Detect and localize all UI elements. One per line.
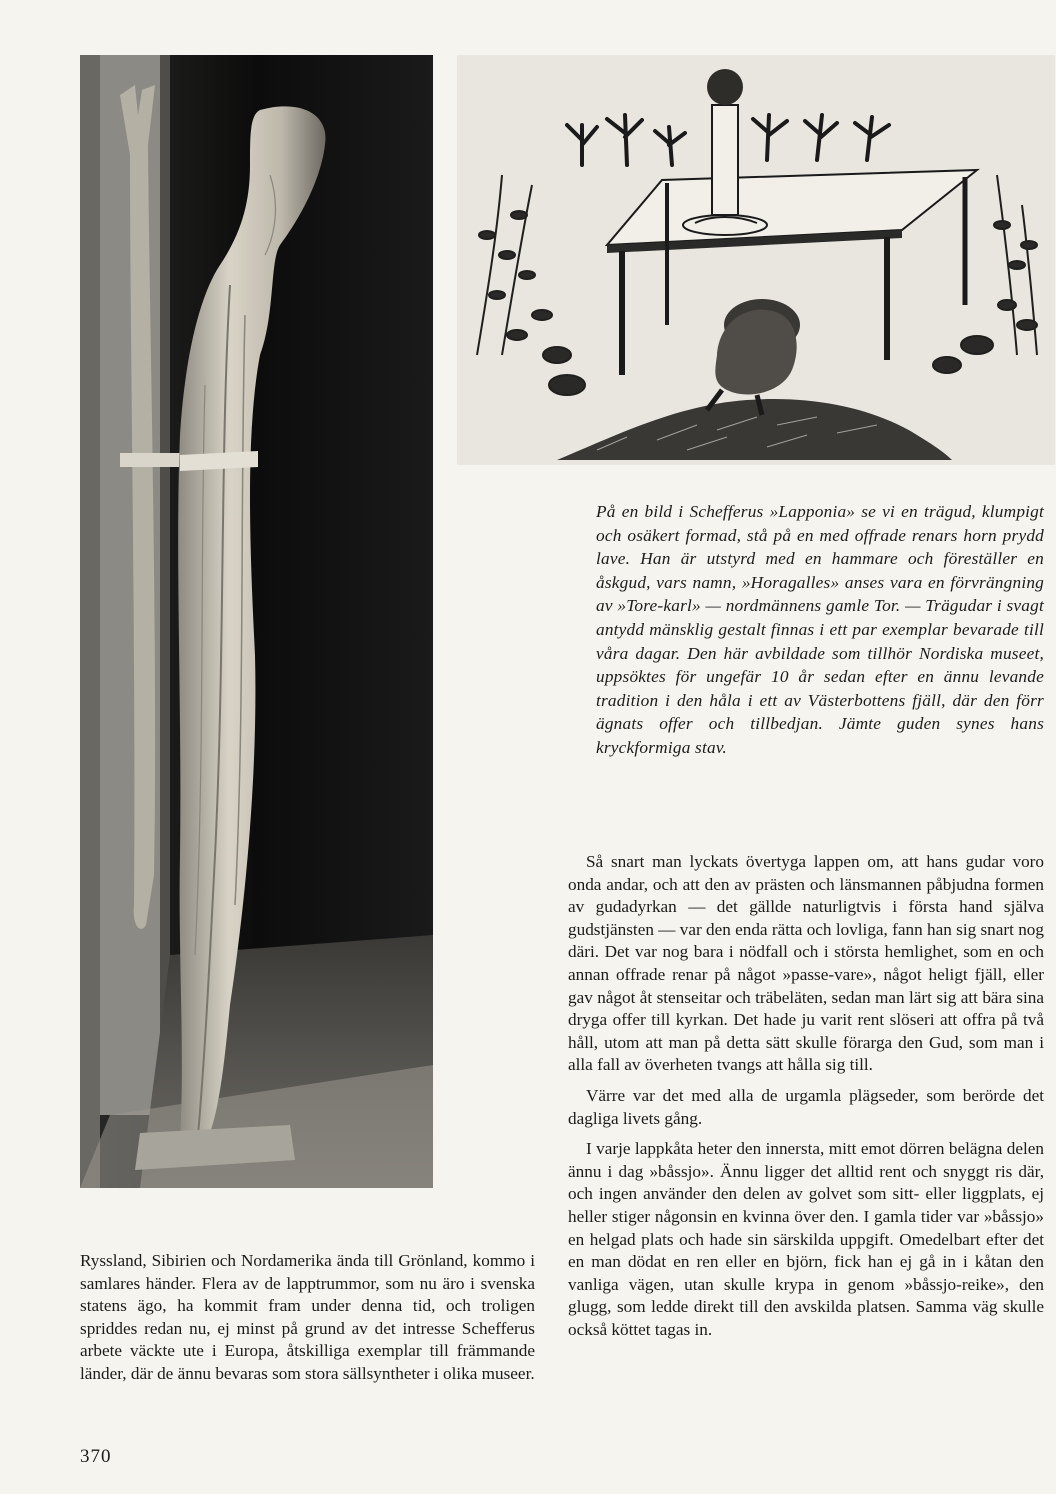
page-number: 370 bbox=[80, 1446, 112, 1467]
paragraph: I varje lappkåta heter den innersta, mitt emot dörren belägna delen ännu i dag »båssjo». Ännu ligger det alltid rent och snyggt ris där, och ingen använder den delen av golvet som sitt- eller liggplats, ej heller stiger någonsin en kvinna över den. I gamla tider var »båssjo» en helgad plats och hade sin särskilda uppgift. Omedelbart efter det en man dödat en ren eller en björn, fick han ej gå in i kåtan den vanliga vägen, utan skulle krypa in genom »båssjo-reike», den glugg, som ledde direkt till den avskilda platsen. Samma väg skulle också köttet tagas in. bbox=[568, 1139, 1044, 1339]
woodcut-offering-table bbox=[457, 55, 1055, 465]
wooden-idol-illustration bbox=[80, 55, 433, 1188]
body-text-left-column bbox=[80, 1250, 535, 1386]
paragraph: Så snart man lyckats övertyga lappen om, att hans gudar voro onda andar, och att den av prästen och länsmannen påbjudna formen av gudadyrkan — det gällde naturligtvis i första hand själva gudstjänsten — var den enda rätta och lovliga, fann han sig snart nog däri. Det var nog bara i nödfall och i största hemlighet, som en och annan offrade renar på något »passe-vare», något heligt fjäll, eller gav något åt stenseitar och träbeläten, sedan man lärt sig att bära sina dryga offer till kyrkan. Det hade ju varit rent slöseri att offra på två håll, utom att man på detta sätt skulle förarga den Gud, som man i alla fall av överheten tvangs att hålla sig till. bbox=[568, 852, 1044, 1075]
wooden-idol-photo bbox=[80, 55, 433, 1188]
caption-text: På en bild i Schefferus »Lapponia» se vi en trägud, klumpigt och osäkert formad, stå på en med offrade renars horn prydd lave. Han är utstyrd med en hammare och föreställer en åskgud, vars namn, »Horagalles» anses vara en förvrängning av »Tore-karl» — nordmännens gamle Tor. — Trägudar i svagt antydd mänsklig gestalt finnas i ett par exemplar bevarade till våra dagar. Den här avbildade som tillhör Nordiska museet, uppsöktes för ungefär 10 år sedan efter en ännu levande tradition i den håla i ett av Västerbottens fjäll, där den förr ägnats offer och tillbedjan. Jämte guden synes hans kryckformiga stav. bbox=[596, 502, 1044, 757]
woodcut-illustration bbox=[457, 55, 1055, 465]
paragraph: Värre var det med alla de urgamla plägseder, som berörde det dagliga livets gång. bbox=[568, 1085, 1044, 1128]
figure-caption bbox=[596, 500, 1044, 760]
body-text-right-column bbox=[568, 851, 1044, 1349]
paragraph: Ryssland, Sibirien och Nordamerika ända till Grönland, kommo i samlares händer. Flera av de lapptrummor, som nu äro i svenska statens ägo, ha kommit fram under denna tid, och troligen spriddes redan nu, ej minst på grund av det intresse Schefferus arbete väckte ute i Europa, åtskilliga exemplar till främmande länder, där de ännu bevaras som stora sällsyntheter i olika museer. bbox=[80, 1251, 535, 1383]
